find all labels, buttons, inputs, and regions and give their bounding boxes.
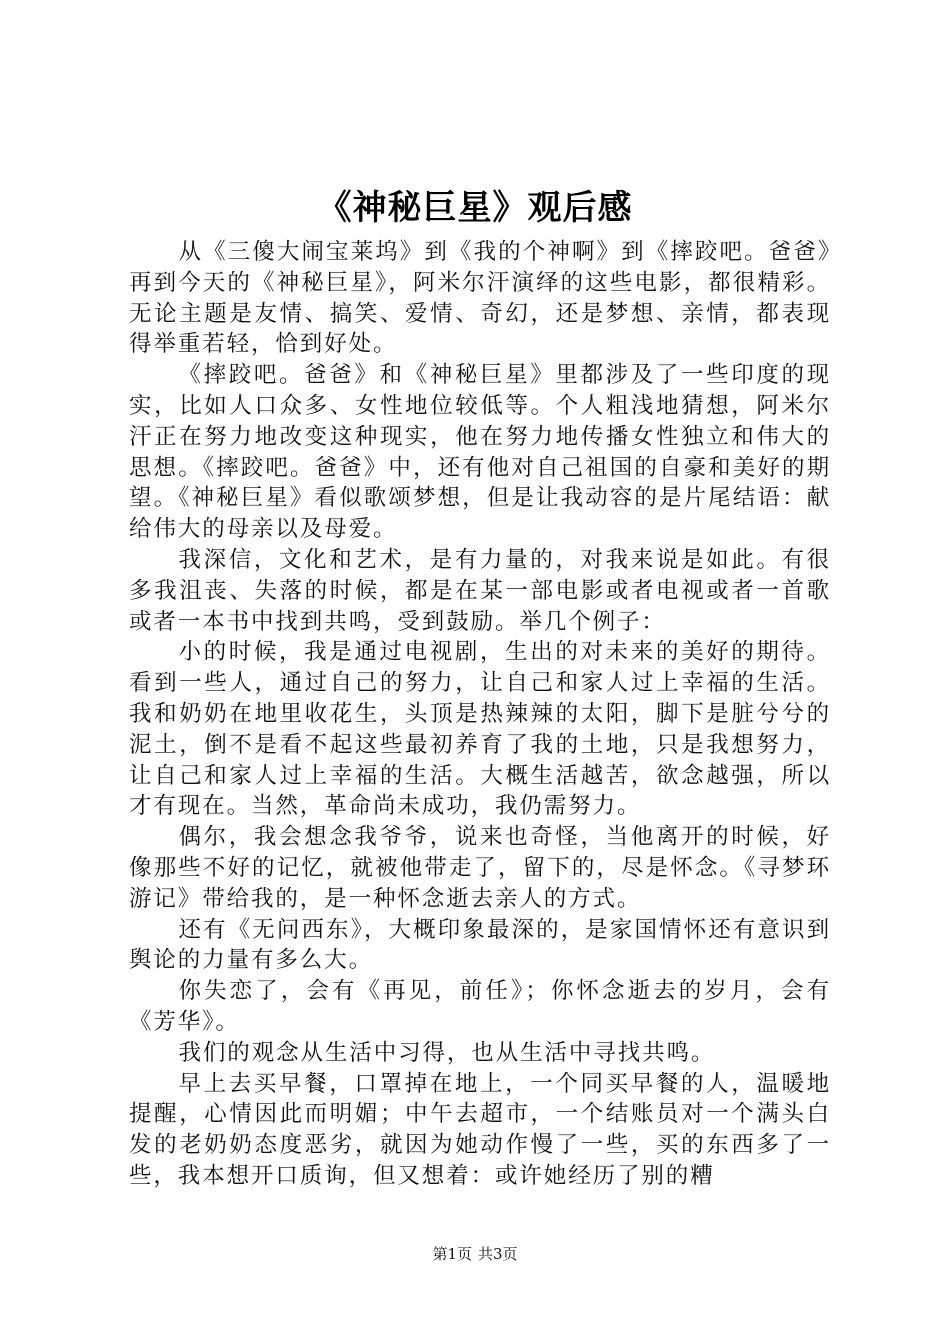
paragraph: 从《三傻大闹宝莱坞》到《我的个神啊》到《摔跤吧。爸爸》再到今天的《神秘巨星》，阿米尔汗演绎的这些电影，都很精彩。无论主题是友情、搞笑、爱情、奇幻，还是梦想、亲情，都表现得举重若轻，恰到好处。 (129, 239, 831, 358)
page-total: 共3页 (478, 1245, 518, 1263)
paragraph: 《摔跤吧。爸爸》和《神秘巨星》里都涉及了一些印度的现实，比如人口众多、女性地位较低等。个人粗浅地猜想，阿米尔汗正在努力地改变这种现实，他在努力地传播女性独立和伟大的思想。《摔跤吧。爸爸》中，还有他对自己祖国的自豪和美好的期望。《神秘巨星》看似歌颂梦想，但是让我动容的是片尾结语：献给伟大的母亲以及母爱。 (129, 362, 831, 543)
paragraph: 小的时候，我是通过电视剧，生出的对未来的美好的期待。看到一些人，通过自己的努力，让自己和家人过上幸福的生活。我和奶奶在地里收花生，头顶是热辣辣的太阳，脚下是脏兮兮的泥土，倒不是看不起这些最初养育了我的土地，只是我想努力，让自己和家人过上幸福的生活。大概生活越苦，欲念越强，所以才有现在。当然，革命尚未成功，我仍需努力。 (129, 639, 831, 820)
paragraph: 偶尔，我会想念我爷爷，说来也奇怪，当他离开的时候，好像那些不好的记忆，就被他带走了，留下的，尽是怀念。《寻梦环游记》带给我的，是一种怀念逝去亲人的方式。 (129, 824, 831, 912)
paragraph: 我深信，文化和艺术，是有力量的，对我来说是如此。有很多我沮丧、失落的时候，都是在某一部电影或者电视或者一首歌或者一本书中找到共鸣，受到鼓励。举几个例子： (129, 546, 831, 635)
paragraph: 我们的观念从生活中习得，也从生活中寻找共鸣。 (178, 1039, 716, 1066)
document-body (129, 237, 831, 1192)
paragraph: 早上去买早餐，口罩掉在地上，一个同买早餐的人，温暖地提醒，心情因此而明媚；中午去超市，一个结账员对一个满头白发的老奶奶态度恶劣，就因为她动作慢了一些，买的东西多了一些，我本想开口质询，但又想着：或许她经历了别的糟 (129, 1070, 831, 1189)
page-number: 第1页 (432, 1245, 472, 1263)
document-title: 《神秘巨星》观后感 (317, 188, 633, 228)
paragraph: 还有《无问西东》，大概印象最深的，是家国情怀还有意识到舆论的力量有多么大。 (129, 916, 831, 974)
page-footer (0, 1242, 950, 1266)
paragraph: 你失恋了，会有《再见，前任》；你怀念逝去的岁月，会有《芳华》。 (129, 978, 831, 1035)
